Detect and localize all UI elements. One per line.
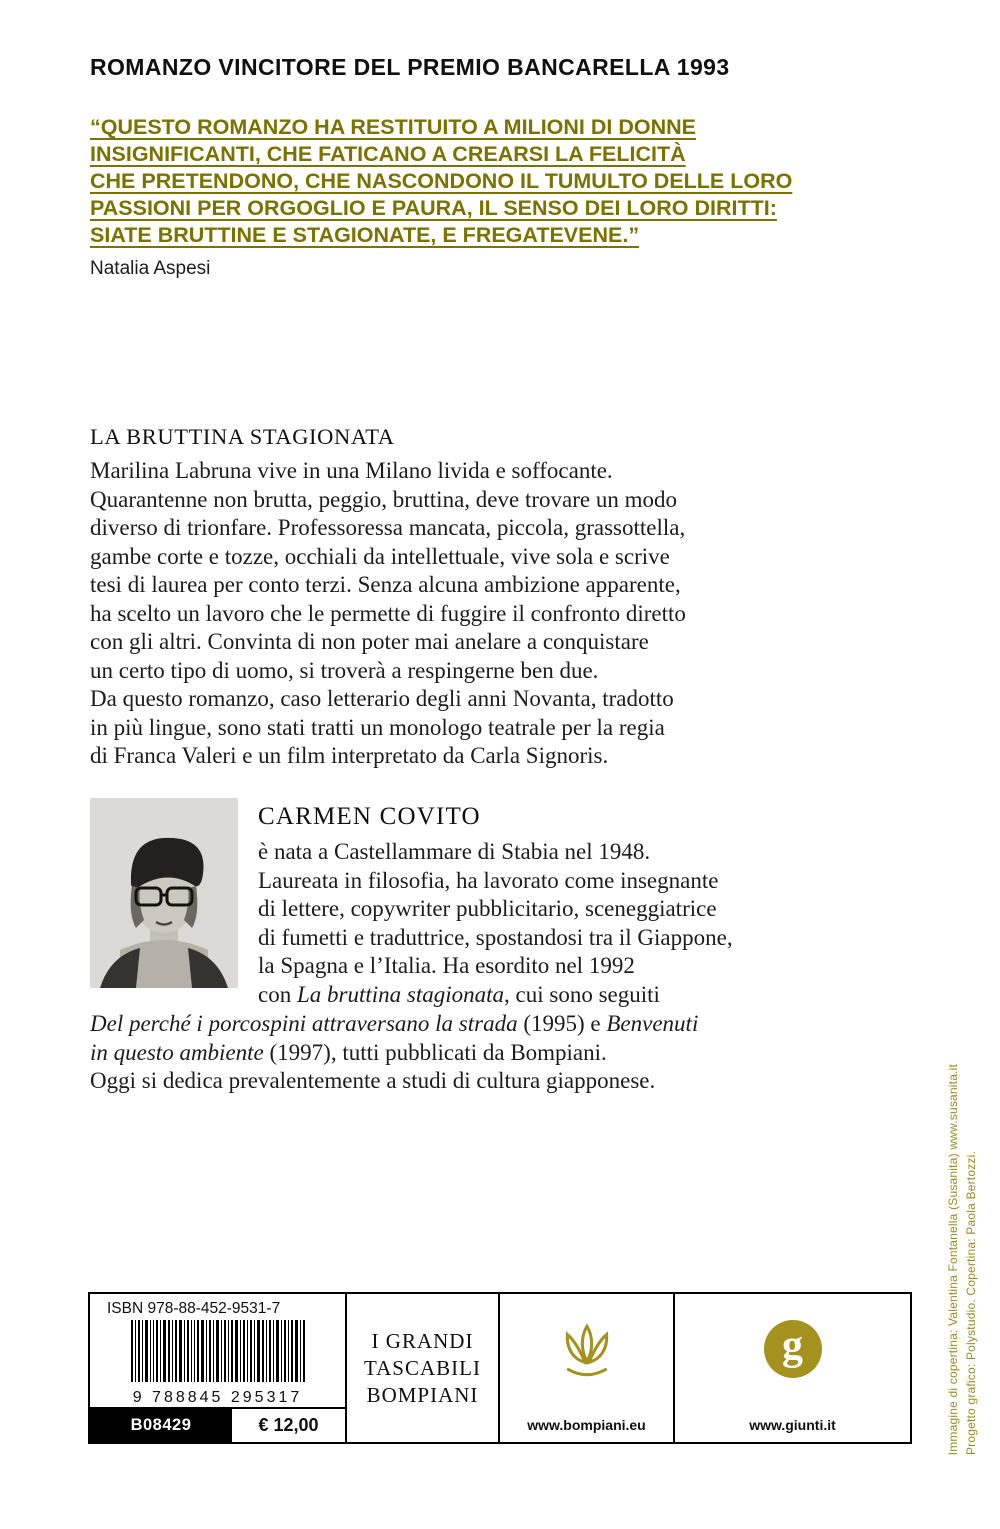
synopsis-line: Marilina Labruna vive in una Milano livida e soffocante. (90, 458, 613, 483)
review-quote (90, 114, 792, 249)
synopsis-line: gambe corte e tozze, occhiali da intellettuale, vive sola e scrive (90, 543, 670, 569)
bio-line: la Spagna e l’Italia. Ha esordito nel 1992 (258, 953, 635, 979)
bompiani-logo-icon (554, 1318, 620, 1389)
giunti-column (675, 1294, 910, 1442)
bio-line: è nata a Castellammare di Stabia nel 1948. (258, 839, 651, 864)
bio-line: Laureata in filosofia, ha lavorato come insegnante (258, 867, 719, 893)
bio-line: in questo ambiente (1997), tutti pubblicati da Bompiani. (90, 1039, 607, 1065)
author-bio-indented (258, 838, 733, 1010)
imprint-line: TASCABILI (364, 1355, 481, 1380)
synopsis-line: diverso di trionfare. Professoressa mancata, piccola, grassottella, (90, 515, 686, 540)
product-code: B08429 (90, 1409, 232, 1442)
isbn-label: ISBN 978-88-452-9531-7 (107, 1300, 281, 1317)
imprint-line: I GRANDI (371, 1328, 474, 1353)
synopsis-line: con gli altri. Convinta di non poter mai anelare a conquistare (90, 629, 649, 654)
barcode-digits: 9 788845 295317 (132, 1389, 303, 1406)
barcode-icon (123, 1320, 313, 1389)
author-name: CARMEN COVITO (258, 803, 481, 830)
synopsis-line: tesi di laurea per conto terzi. Senza alcuna ambizione apparente, (90, 572, 681, 597)
bio-line: Del perché i porcospini attraversano la strada (1995) e Benvenuti (90, 1011, 699, 1036)
imprint-column (347, 1294, 500, 1442)
giunti-logo-icon: g (764, 1320, 822, 1378)
author-bio-full-width (90, 1010, 698, 1096)
publisher-footer-box (88, 1292, 912, 1444)
synopsis-title: LA BRUTTINA STAGIONATA (90, 424, 395, 449)
bompiani-column (500, 1294, 675, 1442)
bio-line: Oggi si dedica prevalentemente a studi di cultura giapponese. (90, 1068, 656, 1094)
bio-line: con La bruttina stagionata, cui sono seguiti (258, 981, 660, 1007)
synopsis-line: Quarantenne non brutta, peggio, bruttina, deve trovare un modo (90, 486, 677, 512)
synopsis-line: di Franca Valeri e un film interpretato da Carla Signoris. (90, 743, 609, 768)
quote-attribution: Natalia Aspesi (90, 258, 211, 279)
synopsis-line: ha scelto un lavoro che le permette di fuggire il confronto diretto (90, 600, 686, 626)
quote-line: SIATE BRUTTINE E STAGIONATE, E FREGATEVENE.” (90, 223, 640, 247)
isbn-area (90, 1294, 345, 1407)
isbn-column (90, 1294, 347, 1442)
imprint-line: BOMPIANI (366, 1382, 479, 1407)
author-photo (90, 798, 238, 988)
synopsis-text (90, 457, 686, 771)
bompiani-url: www.bompiani.eu (527, 1417, 646, 1433)
credits-design-line: Progetto grafico: Polystudio. Copertina: Paola Bertozzi. (964, 1150, 978, 1455)
quote-line: “QUESTO ROMANZO HA RESTITUITO A MILIONI DI DONNE (90, 115, 696, 139)
synopsis-line: un certo tipo di uomo, si troverà a respingerne ben due. (90, 657, 599, 683)
credits-image-line: Immagine di copertina: Valentina Fontanella (Susanita) www.susanita.it (946, 1063, 960, 1455)
giunti-url: www.giunti.it (749, 1417, 836, 1433)
bio-line: di lettere, copywriter pubblicitario, sceneggiatrice (258, 896, 717, 922)
synopsis-line: in più lingue, sono stati tratti un monologo teatrale per la regia (90, 714, 665, 740)
synopsis-line: Da questo romanzo, caso letterario degli anni Novanta, tradotto (90, 686, 674, 711)
quote-line: PASSIONI PER ORGOGLIO E PAURA, IL SENSO DEI LORO DIRITTI: (90, 196, 777, 220)
quote-line: INSIGNIFICANTI, CHE FATICANO A CREARSI LA FELICITÀ (90, 142, 686, 166)
price: € 12,00 (258, 1415, 319, 1435)
award-line: ROMANZO VINCITORE DEL PREMIO BANCARELLA 1993 (90, 54, 730, 80)
code-price-strip (90, 1407, 345, 1442)
bio-line: di fumetti e traduttrice, spostandosi tra il Giappone, (258, 924, 733, 950)
quote-line: CHE PRETENDONO, CHE NASCONDONO IL TUMULTO DELLE LORO (90, 169, 793, 193)
